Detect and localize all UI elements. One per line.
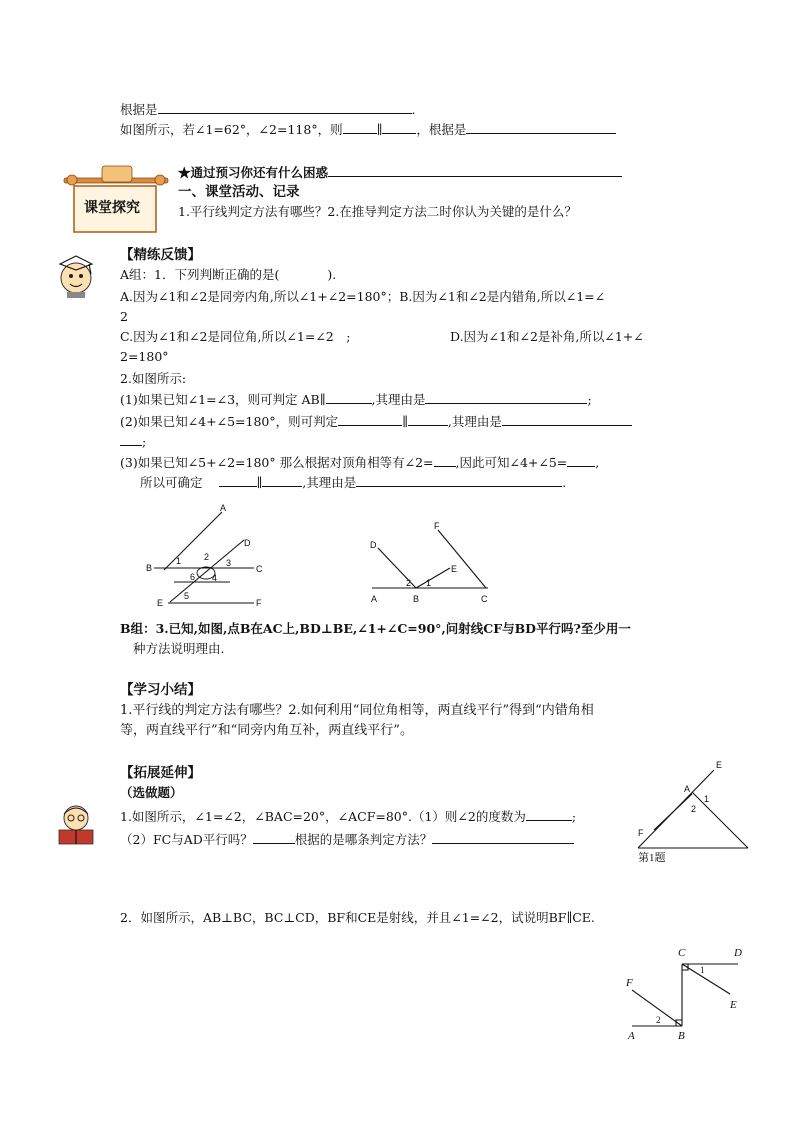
extend-q1-line1: 1.如图所示，∠1=∠2，∠BAC=20°，∠ACF=80°.（1）则∠2的度数为 ; bbox=[120, 809, 577, 824]
group-a-question: A组：1．下列判断正确的是( ). bbox=[120, 267, 337, 282]
angle-2: 2 bbox=[406, 578, 412, 588]
blank[interactable] bbox=[219, 474, 257, 487]
blank[interactable] bbox=[253, 831, 295, 844]
angle-1: 1 bbox=[426, 578, 432, 588]
segment-fa bbox=[654, 794, 692, 830]
figure-perpendicular bbox=[620, 942, 750, 1044]
label-e: E bbox=[157, 598, 164, 608]
angle-5: 5 bbox=[184, 591, 190, 601]
badge-text: 课堂探究 bbox=[84, 200, 140, 216]
ray-ce bbox=[682, 964, 730, 994]
blank[interactable] bbox=[158, 101, 412, 114]
option-d-cont: 2=180° bbox=[120, 349, 169, 364]
option-ab-cont: 2 bbox=[120, 309, 128, 324]
group-b-line1: B组：3.已知,如图,点B在AC上,BD⊥BE,∠1+∠C=90°,问射线CF与BD平行吗?至少用一 bbox=[120, 621, 631, 636]
angle-1: 1 bbox=[176, 556, 182, 566]
angle-1: 1 bbox=[700, 965, 705, 975]
label-e: E bbox=[730, 999, 737, 1011]
blank[interactable] bbox=[382, 121, 416, 134]
blank[interactable] bbox=[425, 391, 587, 404]
summary-title: 【学习小结】 bbox=[120, 682, 201, 698]
blank[interactable] bbox=[343, 121, 377, 134]
option-ab: A.因为∠1和∠2是同旁内角,所以∠1+∠2=180°；B.因为∠1和∠2是内错角,所以∠1=∠ bbox=[120, 289, 606, 304]
blank[interactable] bbox=[466, 121, 616, 134]
label-f: F bbox=[638, 828, 644, 838]
ray-cf bbox=[438, 530, 486, 588]
label-a: A bbox=[684, 784, 691, 794]
preview-question: ★通过预习你还有什么困惑 bbox=[178, 164, 622, 181]
reading-student-icon bbox=[55, 802, 97, 849]
label-c: C bbox=[256, 564, 263, 574]
scroll-ornament-icon bbox=[62, 160, 170, 238]
blank[interactable] bbox=[328, 164, 622, 177]
top-line-2: 如图所示，若∠1=62°，∠2=118°，则 ∥ ，根据是 bbox=[120, 121, 616, 138]
blank[interactable] bbox=[338, 413, 402, 426]
label-c: C bbox=[678, 947, 686, 959]
extend-title: 【拓展延伸】 bbox=[120, 765, 201, 781]
blank[interactable] bbox=[262, 474, 302, 487]
label-f: F bbox=[434, 521, 440, 531]
extend-q1-line2: （2）FC与AD平行吗？ 根据的是哪条判定方法？ bbox=[120, 831, 574, 848]
figure-perpendicular-rays bbox=[362, 518, 498, 610]
group-b-line2: 种方法说明理由. bbox=[133, 641, 225, 656]
side-right bbox=[692, 792, 748, 848]
blank[interactable] bbox=[356, 474, 562, 487]
label-f: F bbox=[626, 977, 633, 989]
label-f: F bbox=[256, 598, 262, 608]
q2-part3: (3)如果已知∠5+∠2=180° 那么根据对顶角相等有∠2= ,因此可知∠4+∠5= , bbox=[120, 455, 600, 470]
figure-triangle bbox=[632, 754, 756, 866]
q2-part1: (1)如果已知∠1=∠3，则可判定 AB∥ ,其理由是 ; bbox=[120, 392, 592, 407]
feedback-title: 【精练反馈】 bbox=[120, 247, 201, 263]
q2-part2-cont: ; bbox=[120, 433, 146, 450]
q2-part3-cont: 所以可确定 ∥ ,其理由是 . bbox=[140, 475, 567, 490]
option-d: D.因为∠1和∠2是补角,所以∠1+∠ bbox=[450, 329, 644, 344]
blank[interactable] bbox=[502, 413, 632, 426]
blank[interactable] bbox=[432, 831, 574, 844]
section1-title: 一、课堂活动、记录 bbox=[178, 184, 300, 200]
label-e: E bbox=[716, 760, 723, 770]
q2-title: 2.如图所示: bbox=[120, 371, 187, 386]
extend-sub: （选做题） bbox=[120, 785, 183, 800]
line-ba bbox=[164, 512, 222, 570]
extend-q2: 2．如图所示，AB⊥BC，BC⊥CD，BF和CE是射线，并且∠1=∠2，试说明BF∥CE. bbox=[120, 910, 595, 925]
angle-3: 3 bbox=[226, 558, 232, 568]
line-ed bbox=[170, 540, 244, 602]
figure-caption: 第1题 bbox=[638, 852, 666, 864]
angle-4: 4 bbox=[212, 573, 218, 583]
label-a: A bbox=[628, 1030, 635, 1042]
angle-2: 2 bbox=[691, 804, 697, 814]
label-a: A bbox=[371, 594, 378, 604]
angle-1: 1 bbox=[704, 794, 710, 804]
label-a: A bbox=[220, 503, 227, 513]
option-c: C.因为∠1和∠2是同位角,所以∠1=∠2 ; bbox=[120, 329, 351, 344]
blank[interactable] bbox=[408, 413, 448, 426]
label-b: B bbox=[146, 563, 153, 573]
label-d: D bbox=[370, 540, 377, 550]
q2-part2: (2)如果已知∠4+∠5=180°，则可判定 ∥ ,其理由是 bbox=[120, 413, 632, 430]
label-d: D bbox=[244, 538, 251, 548]
blank[interactable] bbox=[326, 391, 372, 404]
top-line-1: 根据是 . bbox=[120, 102, 416, 117]
ray-be bbox=[416, 568, 450, 588]
label-b: B bbox=[678, 1030, 685, 1042]
blank[interactable] bbox=[120, 433, 142, 446]
label-c: C bbox=[481, 594, 488, 604]
summary-line1: 1.平行线的判定方法有哪些？2.如何利用“同位角相等，两直线平行”得到“内错角相 bbox=[120, 703, 594, 718]
figure-parallel-lines bbox=[140, 500, 270, 612]
blank[interactable] bbox=[526, 808, 572, 821]
angle-2: 2 bbox=[204, 552, 210, 562]
summary-line2: 等，两直线平行”和“同旁内角互补，两直线平行”。 bbox=[120, 723, 413, 738]
label-e: E bbox=[451, 564, 458, 574]
label-b: B bbox=[413, 594, 420, 604]
blank[interactable] bbox=[434, 454, 456, 467]
angle-6: 6 bbox=[190, 572, 196, 582]
angle-2: 2 bbox=[656, 1015, 661, 1025]
blank[interactable] bbox=[567, 454, 595, 467]
section1-question: 1.平行线判定方法有哪些？2.在推导判定方法二时你认为关键的是什么？ bbox=[178, 204, 577, 219]
label-d: D bbox=[734, 947, 742, 959]
student-cartoon-icon bbox=[53, 250, 99, 301]
lesson-badge bbox=[62, 160, 170, 238]
